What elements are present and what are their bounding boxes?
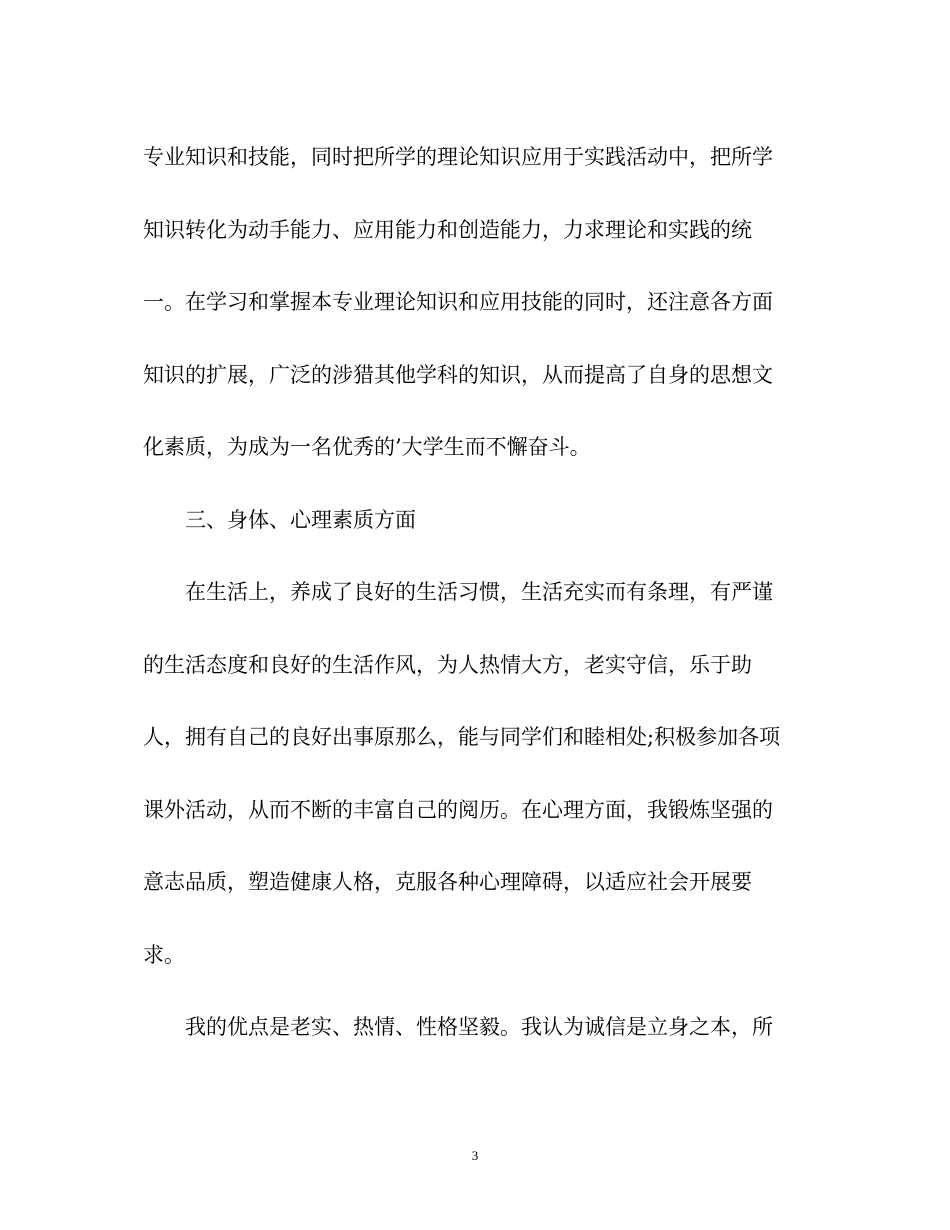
paragraph-line: 专业知识和技能，同时把所学的理论知识应用于实践活动中，把所学 [143, 145, 773, 169]
paragraph-line: 我的优点是老实、热情、性格坚毅。我认为诚信是立身之本，所 [185, 1015, 773, 1039]
paragraph-line: 化素质，为成为一名优秀的’大学生而不懈奋斗。 [143, 435, 591, 459]
paragraph-line: 在生活上，养成了良好的生活习惯，生活充实而有条理，有严谨 [185, 580, 773, 604]
paragraph-line: 课外活动，从而不断的丰富自己的阅历。在心理方面，我锻炼坚强的 [143, 798, 773, 822]
paragraph-line: 的生活态度和良好的生活作风，为人热情大方，老实守信，乐于助 [143, 653, 752, 677]
paragraph-line: 一。在学习和掌握本专业理论知识和应用技能的同时，还注意各方面 [143, 290, 773, 314]
page-number: 3 [471, 1148, 479, 1163]
paragraph-line: 求。 [143, 943, 185, 967]
paragraph-line: 意志品质，塑造健康人格，克服各种心理障碍，以适应社会开展要 [143, 870, 752, 894]
paragraph-line: 知识转化为动手能力、应用能力和创造能力，力求理论和实践的统 [143, 218, 752, 242]
paragraph-line: 人，拥有自己的良好出事原那么，能与同学们和睦相处;积极参加各项 [143, 725, 781, 749]
paragraph-line: 知识的扩展，广泛的涉猎其他学科的知识，从而提高了自身的思想文 [143, 363, 773, 387]
section-heading: 三、身体、心理素质方面 [185, 508, 416, 532]
